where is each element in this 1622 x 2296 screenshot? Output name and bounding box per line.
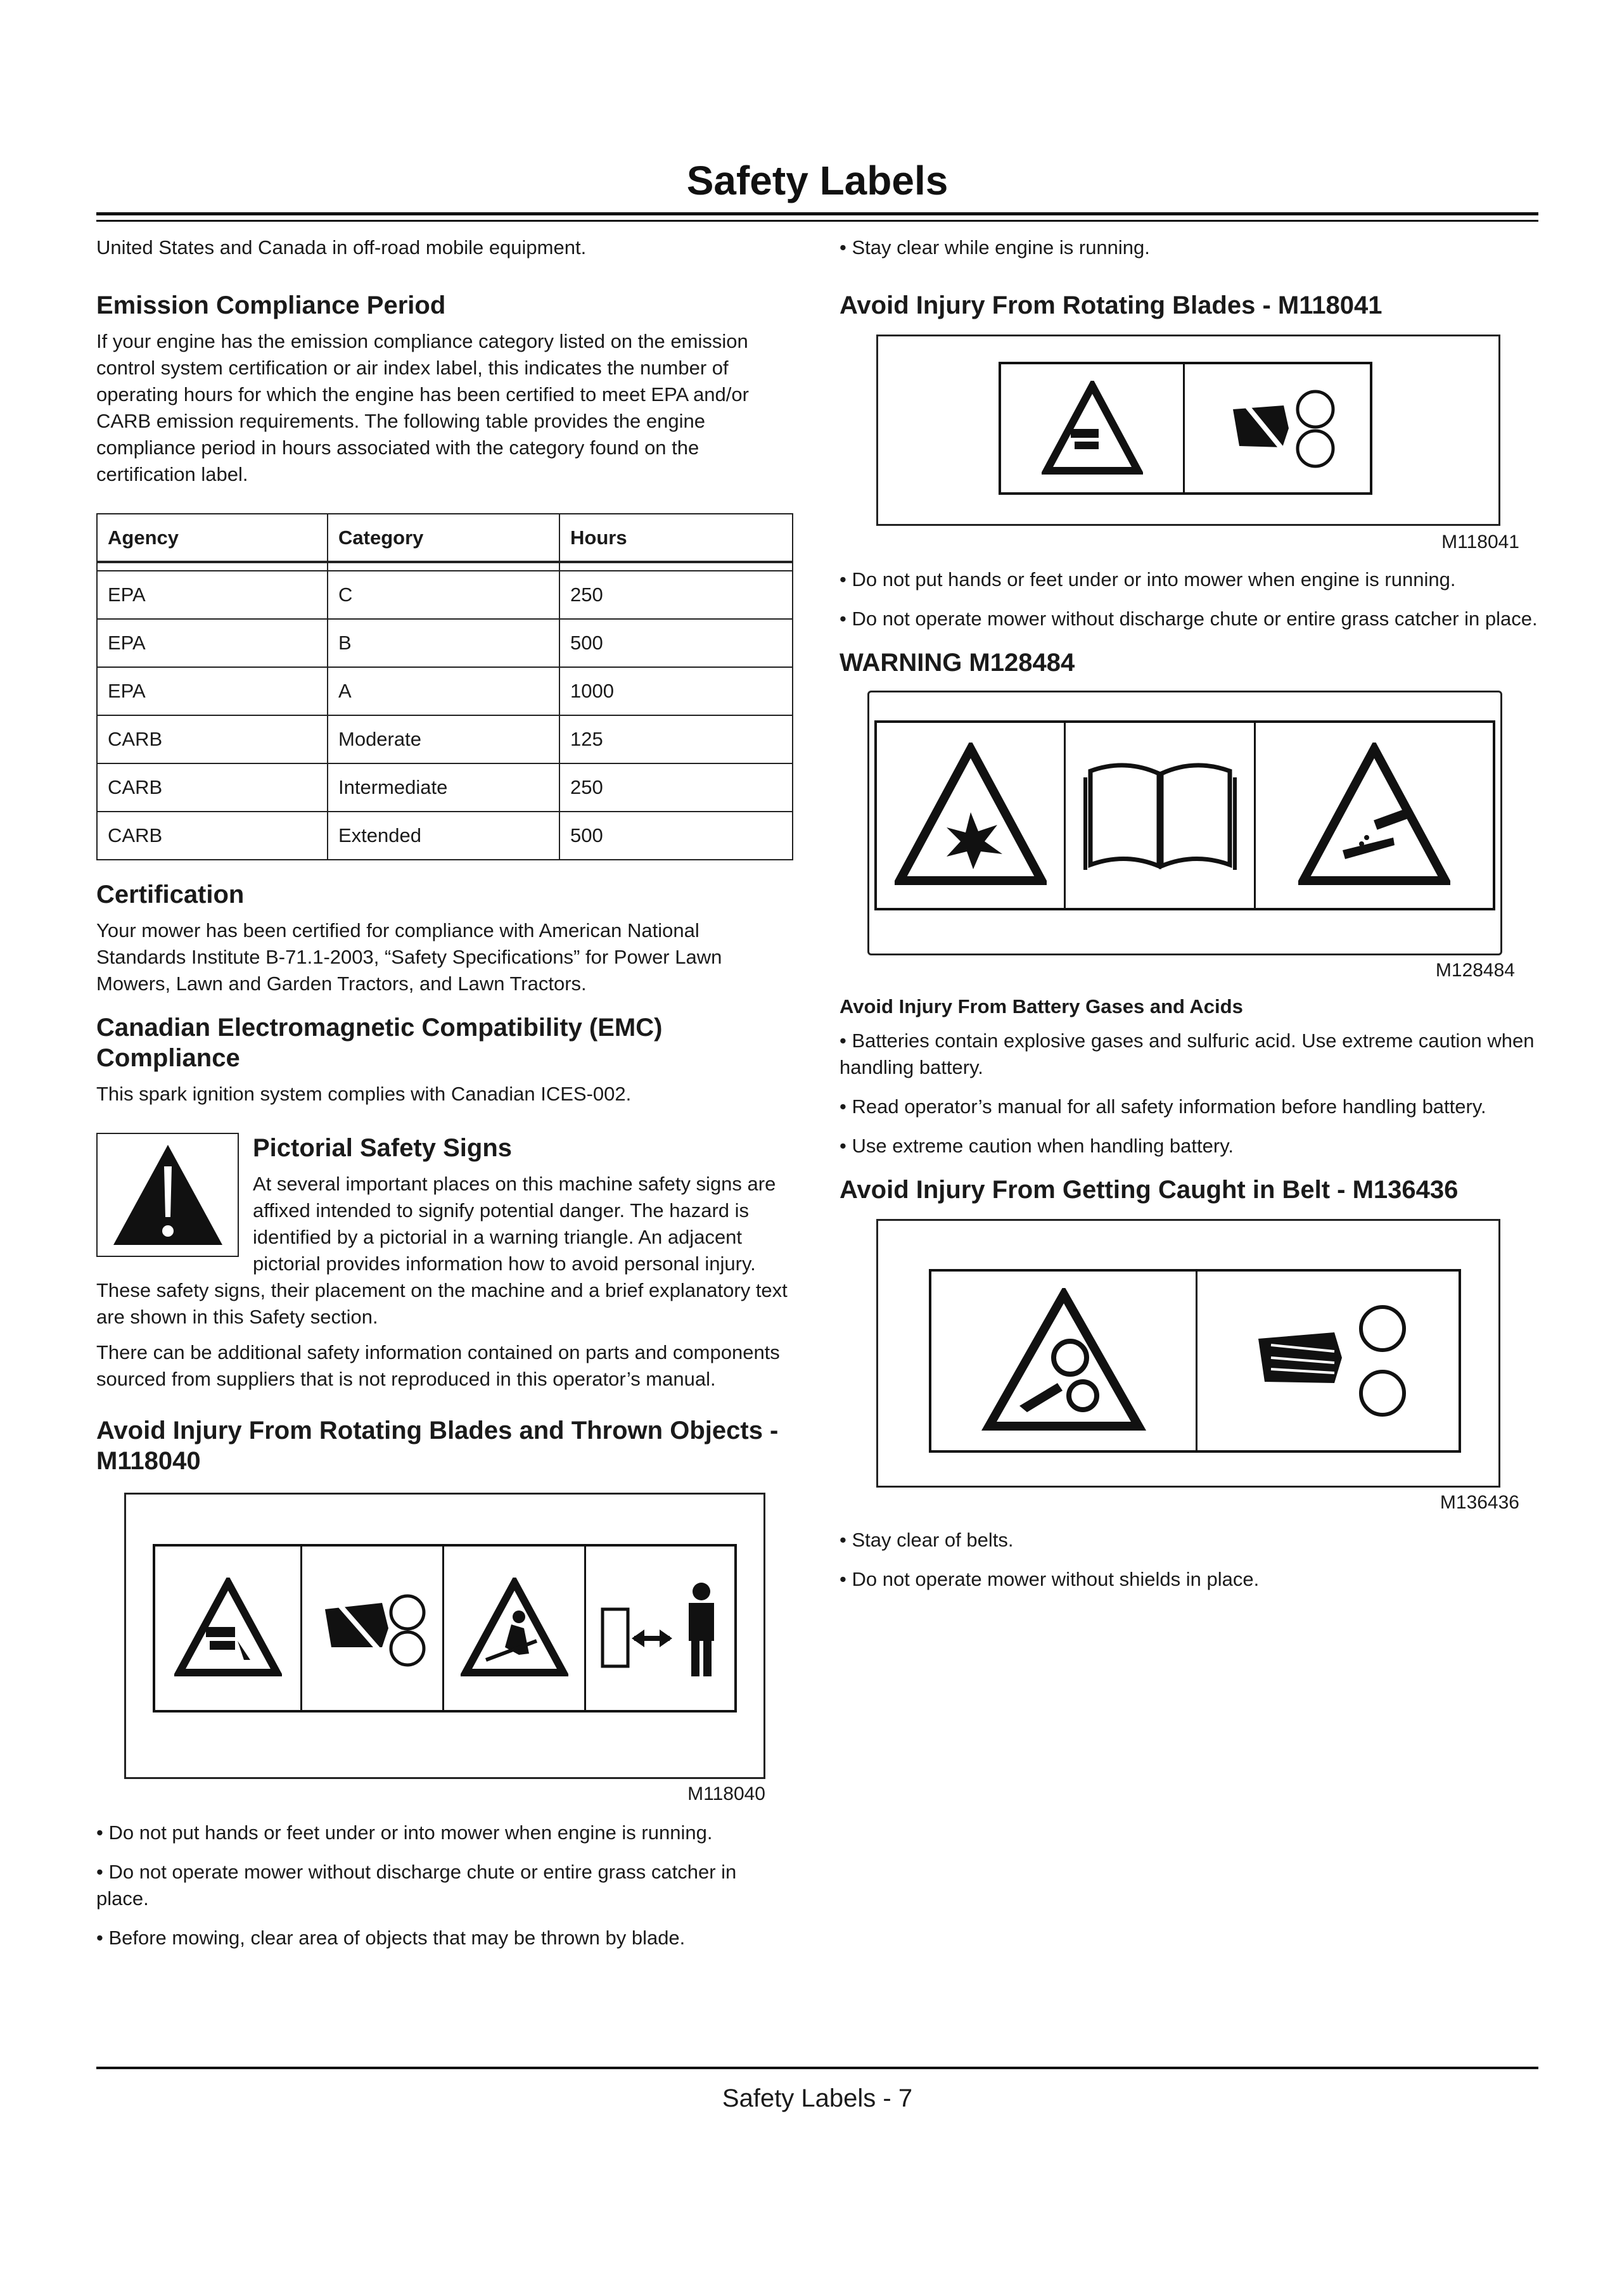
pictorial-block: [96, 1133, 793, 1393]
table-header-row: [97, 514, 793, 562]
m118041-decal: [999, 362, 1372, 495]
left-column: [96, 234, 793, 1964]
table-cell: Moderate: [328, 715, 559, 763]
right-column: [840, 234, 1538, 1605]
m136436-label: [876, 1219, 1500, 1488]
list-item: • Use extreme caution when handling battery.: [840, 1135, 1234, 1157]
hand-blade-icon: [155, 1547, 302, 1710]
table-row: [97, 667, 793, 715]
warning-triangle-icon: [96, 1133, 239, 1257]
list-item: • Before mowing, clear area of objects that may be thrown by blade.: [96, 1927, 686, 1949]
pictorial-body-2: There can be additional safety information contained on parts and components sourced from suppliers that is not reproduced in this operator’s manual.: [96, 1341, 780, 1390]
m118040-bullets: [96, 1820, 793, 1951]
m118041-label: [876, 335, 1500, 526]
m136436-decal: [929, 1269, 1461, 1453]
table-row: [97, 812, 793, 860]
hand-blade-icon: [1185, 364, 1370, 492]
hand-blade-icon: [302, 1547, 444, 1710]
intro-bullet: • Stay clear while engine is running.: [840, 236, 1150, 258]
table-header: Category: [328, 514, 559, 562]
emission-body: If your engine has the emission compliance category listed on the emission control system certification or air index label, this indicates the number of operating hours for which the engine has been certified to meet EPA and/or CARB emission requirements. The following table provides the engine compliance period in hours associated with the category found on the certification label.: [96, 330, 749, 485]
m118041-bullets: [840, 566, 1538, 632]
page-title: Safety Labels: [686, 158, 948, 203]
table-cell: EPA: [97, 571, 328, 619]
hand-blade-icon: [1197, 1272, 1459, 1450]
explosion-icon: [877, 723, 1066, 908]
table-cell: Intermediate: [328, 763, 559, 812]
header-rule-thin: [96, 220, 1538, 222]
intro-text: United States and Canada in off-road mobile equipment.: [96, 236, 587, 258]
table-cell: B: [328, 619, 559, 667]
certification-heading: Certification: [96, 881, 245, 909]
m128484-heading: WARNING M128484: [840, 649, 1075, 677]
table-cell: A: [328, 667, 559, 715]
table-cell: Extended: [328, 812, 559, 860]
table-cell: CARB: [97, 715, 328, 763]
table-cell: 1000: [559, 667, 793, 715]
table-cell: CARB: [97, 812, 328, 860]
m128484-decal: [874, 720, 1495, 910]
emission-table: [96, 513, 793, 860]
keep-distance-icon: [586, 1547, 734, 1710]
thrown-objects-icon: [444, 1547, 586, 1710]
footer-rule: [96, 2067, 1538, 2069]
table-row: [97, 715, 793, 763]
table-cell: 250: [559, 571, 793, 619]
battery-subheading: Avoid Injury From Battery Gases and Acids: [840, 995, 1243, 1017]
m128484-code: M128484: [1435, 960, 1515, 981]
m118040-decal: [153, 1544, 737, 1712]
table-row: [97, 571, 793, 619]
table-cell: 125: [559, 715, 793, 763]
table-cell: EPA: [97, 619, 328, 667]
m118040-label: [124, 1493, 765, 1779]
m118041-heading: Avoid Injury From Rotating Blades - M118041: [840, 291, 1383, 319]
table-cell: 500: [559, 619, 793, 667]
list-item: • Do not put hands or feet under or into mower when engine is running.: [840, 568, 1456, 590]
list-item: • Do not put hands or feet under or into mower when engine is running.: [96, 1821, 713, 1844]
list-item: • Batteries contain explosive gases and sulfuric acid. Use extreme caution when handling battery.: [840, 1030, 1535, 1078]
hand-blade-icon: [1001, 364, 1185, 492]
list-item: • Do not operate mower without discharge chute or entire grass catcher in place.: [840, 608, 1538, 630]
acid-burn-icon: [1256, 723, 1493, 908]
belt-entanglement-icon: [931, 1272, 1197, 1450]
table-row: [97, 619, 793, 667]
pictorial-heading: Pictorial Safety Signs: [253, 1134, 513, 1162]
emc-heading: Canadian Electromagnetic Compatibility (EMC) Compliance: [96, 1014, 663, 1072]
table-cell: EPA: [97, 667, 328, 715]
table-cell: CARB: [97, 763, 328, 812]
header-rule: [96, 212, 1538, 215]
m118040-heading: Avoid Injury From Rotating Blades and Thrown Objects - M118040: [96, 1417, 779, 1475]
m118041-code: M118041: [1441, 532, 1519, 552]
list-item: • Do not operate mower without shields in place.: [840, 1568, 1260, 1590]
list-item: • Do not operate mower without discharge chute or entire grass catcher in place.: [96, 1861, 737, 1910]
certification-body: Your mower has been certified for compliance with American National Standards Institute B-71.1-2003, “Safety Specifications” for Power Lawn Mowers, Lawn and Garden Tractors, and Lawn Tractors.: [96, 919, 722, 995]
table-cell: 250: [559, 763, 793, 812]
list-item: • Stay clear of belts.: [840, 1529, 1014, 1551]
list-item: • Read operator’s manual for all safety information before handling battery.: [840, 1095, 1486, 1118]
open-book-icon: [1066, 723, 1256, 908]
pictorial-body: At several important places on this machine safety signs are affixed intended to signify potential danger. The hazard is identified by a pictorial in a warning triangle. An adjacent pictorial provides information how to avoid personal injury. These safety signs, their placement on the machine and a brief explanatory text are shown in this Safety section.: [96, 1173, 788, 1328]
m136436-bullets: [840, 1527, 1538, 1593]
m136436-heading: Avoid Injury From Getting Caught in Belt - M136436: [840, 1176, 1459, 1204]
table-header: Hours: [559, 514, 793, 562]
table-header: Agency: [97, 514, 328, 562]
m118040-code: M118040: [687, 1783, 765, 1804]
m128484-bullets: [840, 1028, 1538, 1159]
m136436-code: M136436: [1440, 1492, 1519, 1513]
table-row: [97, 763, 793, 812]
emission-heading: Emission Compliance Period: [96, 291, 446, 319]
m128484-label: [867, 691, 1502, 955]
table-cell: C: [328, 571, 559, 619]
page-footer: Safety Labels - 7: [722, 2084, 913, 2112]
table-cell: 500: [559, 812, 793, 860]
emc-body: This spark ignition system complies with Canadian ICES-002.: [96, 1083, 632, 1105]
